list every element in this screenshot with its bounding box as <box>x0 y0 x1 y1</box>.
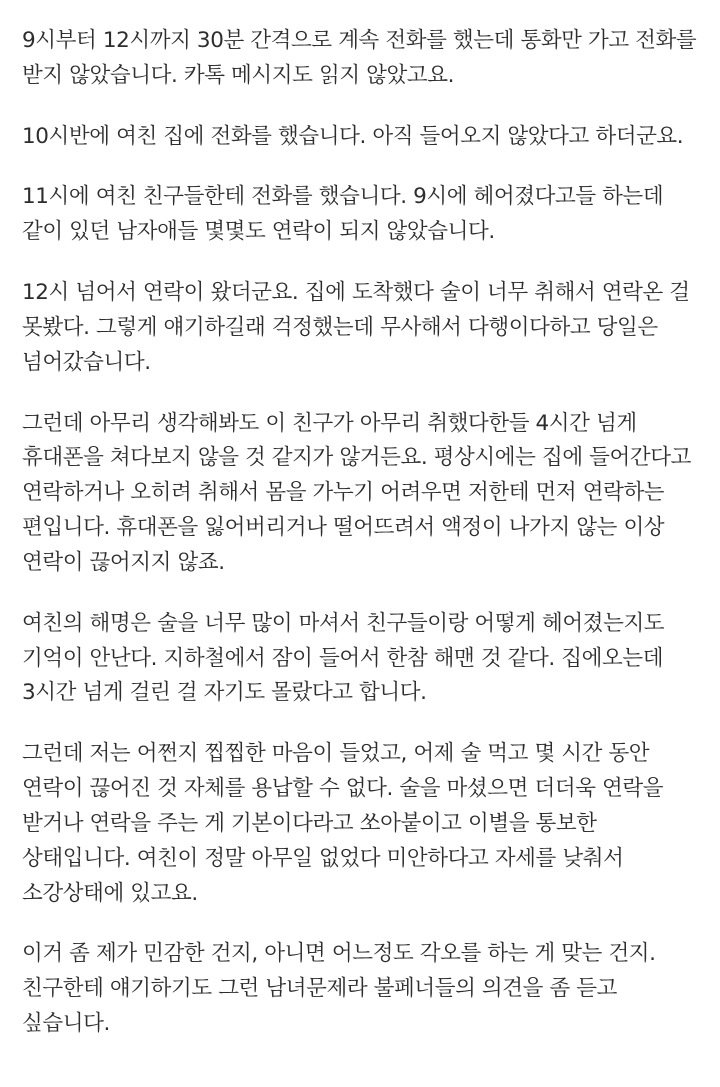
paragraph: 12시 넘어서 연락이 왔더군요. 집에 도착했다 술이 너무 취해서 연락온 걸 못봤다. 그렇게 얘기하길래 걱정했는데 무사해서 다행이다하고 당일은 넘어갔습니다. <box>22 280 690 375</box>
paragraph: 11시에 여친 친구들한테 전화를 했습니다. 9시에 헤어졌다고들 하는데 같이 있던 남자애들 몇몇도 연락이 되지 않았습니다. <box>22 184 664 245</box>
paragraph: 여친의 해명은 술을 너무 많이 마셔서 친구들이랑 어떻게 헤어졌는지도 기억이 안난다. 지하철에서 잠이 들어서 한참 해맨 것 같다. 집에오는데 3시간 넘게 걸린 걸 자기도 몰랐다고 합니다. <box>22 610 665 706</box>
paragraph: 10시반에 여친 집에 전화를 했습니다. 아직 들어오지 않았다고 하더군요. <box>22 123 684 149</box>
paragraph: 이거 좀 제가 민감한 건지, 아니면 어느정도 각오를 하는 게 맞는 건지. 친구한테 얘기하기도 그런 남녀문제라 불페너들의 의견을 좀 듣고 싶습니다. <box>22 941 656 1037</box>
paragraph: 그런데 저는 어쩐지 찝찝한 마음이 들었고, 어제 술 먹고 몇 시간 동안 연락이 끊어진 것 자체를 용납할 수 없다. 술을 마셨으면 더더욱 연락을 받거나 연락을 주는 게 기본이다라고 쏘아붙이고 이별을 통보한 상태입니다. 여친이 정말 아무일 없었다 미안하다고 자세를 낮춰서 소강상태에 있고요. <box>22 741 664 906</box>
paragraph: 그런데 아무리 생각해봐도 이 친구가 아무리 취했다한들 4시간 넘게 휴대폰을 쳐다보지 않을 것 같지가 않거든요. 평상시에는 집에 들어간다고 연락하거나 오히려 취해서 몸을 가누기 어려우면 저한테 먼저 연락하는 편입니다. 휴대폰을 잃어버리거나 떨어뜨려서 액정이 나가지 않는 이상 연락이 끊어지지 않죠. <box>22 410 691 575</box>
paragraph: 9시부터 12시까지 30분 간격으로 계속 전화를 했는데 통화만 가고 전화를 받지 않았습니다. 카톡 메시지도 읽지 않았고요. <box>22 28 697 88</box>
